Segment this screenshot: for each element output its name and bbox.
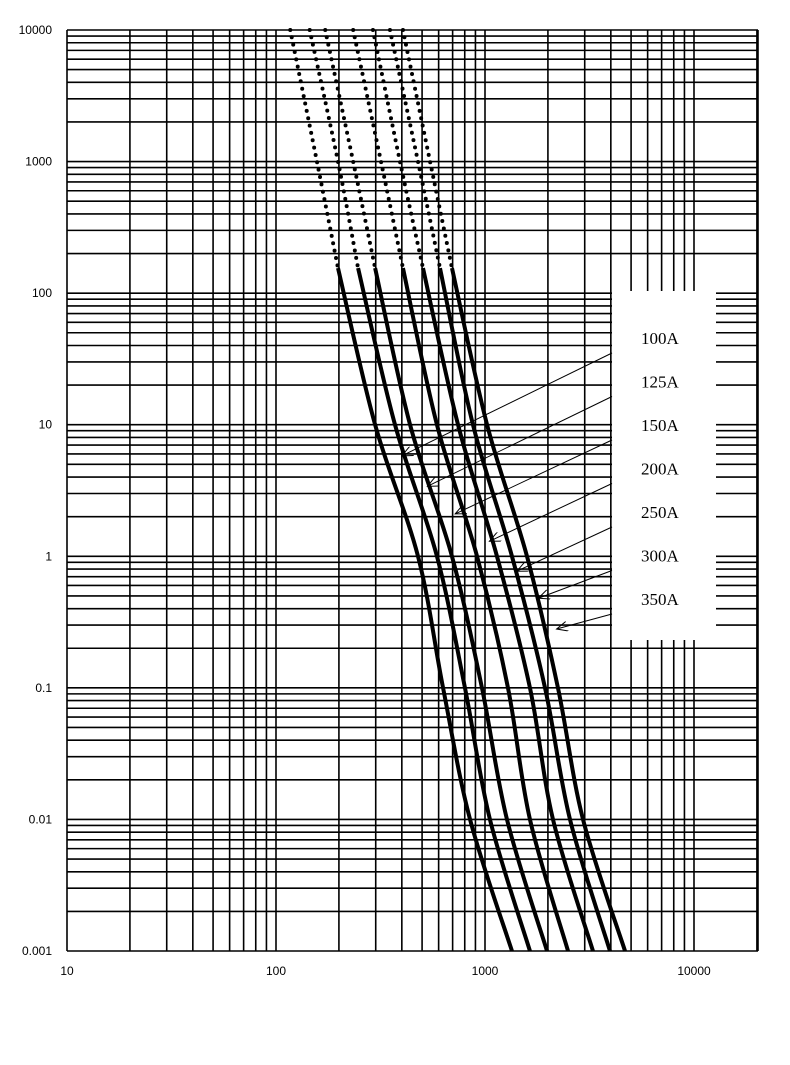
legend-arrow-300a <box>538 571 612 599</box>
y-tick-label: 10 <box>38 417 52 432</box>
tick-labels <box>19 23 711 978</box>
y-tick-label: 0.001 <box>21 944 52 958</box>
y-tick-label: 1000 <box>25 154 52 169</box>
legend-label-350a: 350A <box>641 590 679 609</box>
legend-label-300a: 300A <box>641 546 679 566</box>
y-tick-label: 0.1 <box>35 680 52 695</box>
curve-dotted-150a <box>325 30 375 268</box>
y-tick-label: 100 <box>31 286 52 301</box>
y-tick-label: 0.01 <box>28 812 52 827</box>
legend-label-200a: 200A <box>641 459 679 479</box>
x-tick-label: 1000 <box>471 964 499 978</box>
legend-label-125a: 125A <box>641 372 679 392</box>
x-tick-label: 10000 <box>677 964 711 978</box>
legend-arrow-250a <box>517 527 612 571</box>
legend-label-250a: 250A <box>641 503 679 522</box>
legend-label-100a: 100A <box>641 329 679 348</box>
x-tick-label: 100 <box>265 964 287 978</box>
legend-label-150a: 150A <box>641 416 679 435</box>
x-tick-label: 10 <box>60 964 74 978</box>
y-tick-label: 1 <box>45 549 52 564</box>
curve-dotted-350a <box>403 30 452 268</box>
curve-dotted-200a <box>353 30 403 268</box>
curve-dotted-100a <box>290 30 338 268</box>
y-tick-label: 10000 <box>18 23 52 37</box>
